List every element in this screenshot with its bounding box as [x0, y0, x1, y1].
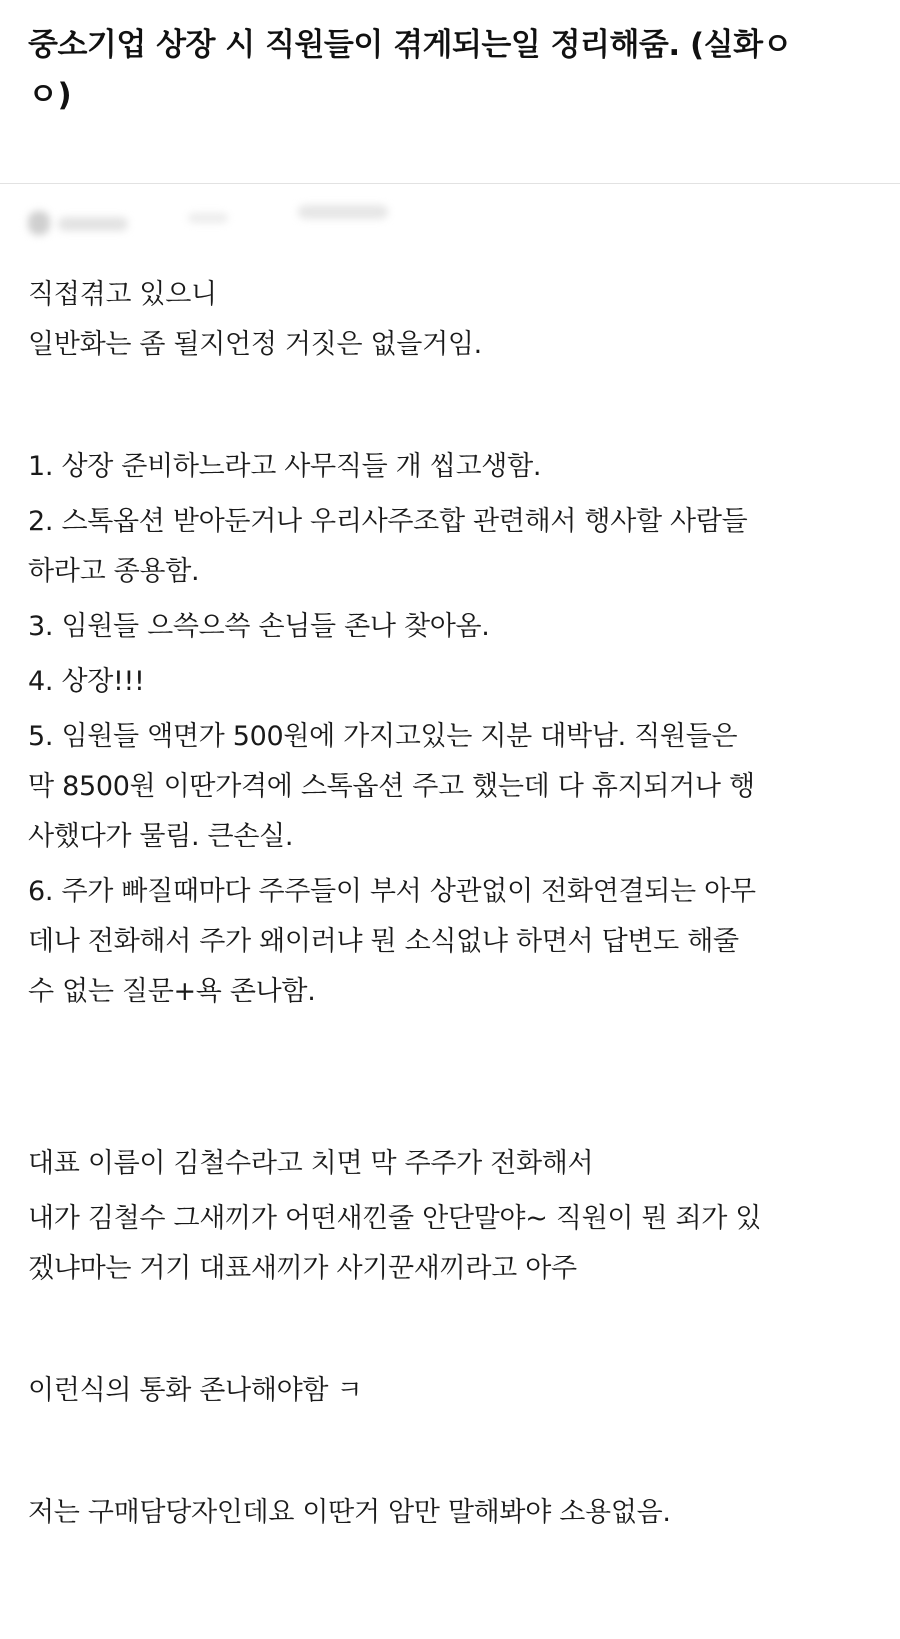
list-item-4: [28, 657, 878, 707]
list-item-6: [28, 867, 878, 1017]
list-item-2: [28, 497, 878, 597]
post-title-line-1: 중소기업 상장 시 직원들이 겪게되는일 정리해줌. (실화ㅇ: [28, 27, 792, 63]
list-item-text: 4. 상장!!!: [28, 666, 145, 697]
remark-line: 이런식의 통화 존나해야함 ㅋ: [28, 1375, 363, 1406]
list-item-text: 수 없는 질문+욕 존나함.: [28, 976, 316, 1007]
list-item-1: [28, 442, 878, 492]
closing-line: 저는 구매담당자인데요 이딴거 암만 말해봐야 소용없음.: [28, 1497, 671, 1528]
list-item-text: 하라고 종용함.: [28, 556, 200, 587]
list-item-text: 1. 상장 준비하느라고 사무직들 개 씹고생함.: [28, 451, 542, 482]
intro-line-2: 일반화는 좀 될지언정 거짓은 없을거임.: [28, 329, 482, 360]
example-line-1: 대표 이름이 김철수라고 치면 막 주주가 전화해서: [28, 1148, 594, 1179]
blurred-author-info: [28, 205, 388, 241]
list-item-text: 2. 스톡옵션 받아둔거나 우리사주조합 관련해서 행사할 사람들: [28, 506, 748, 537]
list-item-text: 6. 주가 빠질때마다 주주들이 부서 상관없이 전화연결되는 아무: [28, 876, 756, 907]
list-item-text: 사했다가 물림. 큰손실.: [28, 821, 294, 852]
list-item-3: [28, 602, 878, 652]
intro-line-1: 직접겪고 있으니: [28, 279, 217, 310]
list-item-text: 데나 전화해서 주가 왜이러냐 뭔 소식없냐 하면서 답변도 해줄: [28, 926, 739, 957]
example-line-2: 내가 김철수 그새끼가 어떤새낀줄 안단말야~ 직원이 뭔 죄가 있: [28, 1203, 762, 1234]
list-item-5: [28, 712, 878, 862]
post-title: [28, 20, 868, 120]
list-item-text: 3. 임원들 으쓱으쓱 손님들 존나 찾아옴.: [28, 611, 490, 642]
post-header: [0, 0, 900, 184]
example-line-3: 겠냐마는 거기 대표새끼가 사기꾼새끼라고 아주: [28, 1253, 577, 1284]
list-item-text: 막 8500원 이딴가격에 스톡옵션 주고 했는데 다 휴지되거나 행: [28, 771, 755, 802]
post-title-line-2: ㅇ): [28, 77, 72, 113]
list-item-text: 5. 임원들 액면가 500원에 가지고있는 지분 대박남. 직원들은: [28, 721, 738, 752]
post-body: [28, 270, 878, 1538]
